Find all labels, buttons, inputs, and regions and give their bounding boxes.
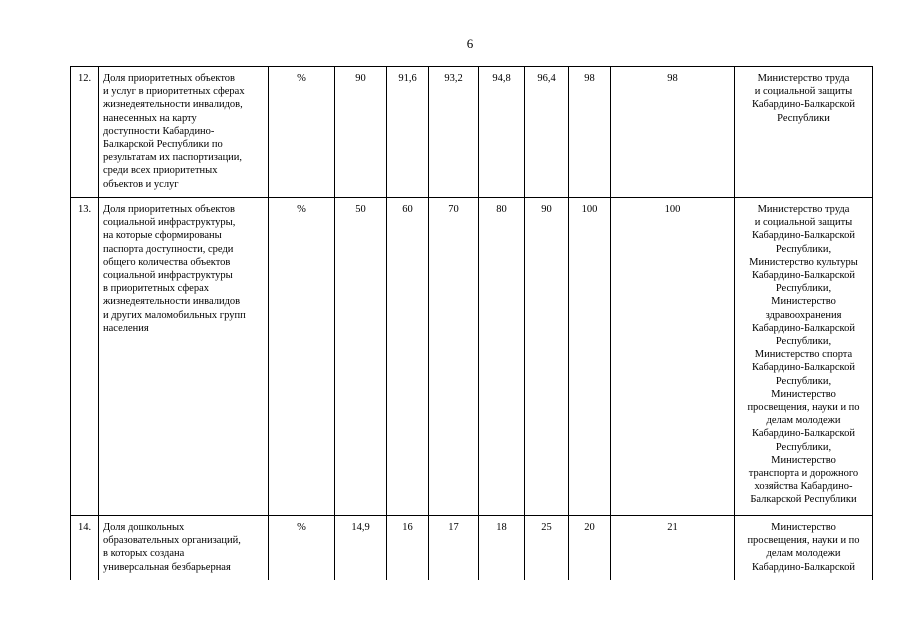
responsible-executor-line: Кабардино-Балкарской [752, 270, 855, 282]
responsible-executor-line: Министерство [771, 454, 836, 466]
indicator-name-line: жизнедеятельности инвалидов, [103, 99, 243, 111]
responsible-executor-line: и социальной защиты [754, 86, 853, 98]
responsible-executor-line: просвещения, науки и по [747, 535, 860, 547]
responsible-executor-line: Республики [777, 112, 830, 124]
responsible-executor-line: здравоохранения [765, 309, 842, 321]
indicator-name-line: Доля дошкольных [103, 522, 185, 533]
indicator-name-line: Балкарской Республики по [103, 139, 223, 151]
indicator-name-line: Доля приоритетных объектов [103, 204, 236, 215]
indicator-name-line: жизнедеятельности инвалидов [103, 296, 241, 308]
value-cell: 21 [611, 516, 735, 581]
indicator-name-line: социальной инфраструктуры [103, 270, 233, 282]
indicator-name [99, 67, 269, 198]
responsible-executor-line: Министерство [771, 296, 836, 308]
responsible-executor-line: делам молодежи [766, 548, 841, 560]
responsible-executor-line: Кабардино-Балкарской [752, 322, 855, 334]
value-cell: 17 [429, 516, 479, 581]
responsible-executor-line: Министерство труда [757, 73, 850, 84]
indicator-name-line: универсальная безбарьерная [103, 561, 231, 573]
responsible-executor-line: делам молодежи [766, 415, 841, 427]
responsible-executor-line: Министерство труда [757, 204, 850, 215]
responsible-executor-line: Республики, [775, 243, 832, 255]
table-body [71, 67, 873, 581]
indicator-name [99, 516, 269, 581]
indicator-name-line: общего количества объектов [103, 256, 231, 268]
indicator-name [99, 198, 269, 516]
value-cell: 50 [335, 198, 387, 516]
table-row [71, 516, 873, 581]
page-number: 6 [466, 36, 474, 51]
responsible-executor-line: Республики, [775, 283, 832, 295]
value-cell: 100 [611, 198, 735, 516]
responsible-executor-line: Балкарской Республики [750, 494, 857, 506]
indicator-name-line: среди всех приоритетных [103, 165, 218, 177]
table-row [71, 198, 873, 516]
table-row [71, 67, 873, 198]
value-cell: 94,8 [479, 67, 525, 198]
indicator-name-line: и услуг в приоритетных сферах [103, 86, 245, 98]
value-cell: 98 [569, 67, 611, 198]
responsible-executor-line: Кабардино-Балкарской [752, 230, 855, 242]
unit-cell: % [269, 67, 335, 198]
responsible-executor [735, 67, 873, 198]
responsible-executor-line: Министерство спорта [754, 349, 853, 361]
indicator-name-line: социальной инфраструктуры, [103, 217, 236, 229]
responsible-executor-line: Кабардино-Балкарской [752, 561, 855, 573]
value-cell: 25 [525, 516, 569, 581]
indicator-name-line: объектов и услуг [103, 178, 179, 190]
value-cell: 14,9 [335, 516, 387, 581]
unit-cell: % [269, 198, 335, 516]
indicator-name-line: образовательных организаций, [103, 535, 241, 547]
responsible-executor-line: Кабардино-Балкарской [752, 428, 855, 440]
indicator-name-line: на которые сформированы [103, 230, 222, 242]
indicator-name-line: нанесенных на карту [103, 112, 197, 124]
value-cell: 70 [429, 198, 479, 516]
responsible-executor [735, 516, 873, 581]
row-number: 13. [71, 198, 99, 516]
responsible-executor-line: Республики, [775, 336, 832, 348]
indicator-name-line: и других маломобильных групп [103, 309, 246, 321]
value-cell: 80 [479, 198, 525, 516]
responsible-executor-line: Министерство [771, 388, 836, 400]
value-cell: 96,4 [525, 67, 569, 198]
value-cell: 90 [525, 198, 569, 516]
unit-cell: % [269, 516, 335, 581]
value-cell: 93,2 [429, 67, 479, 198]
responsible-executor-line: Министерство [771, 522, 836, 533]
value-cell: 90 [335, 67, 387, 198]
value-cell: 20 [569, 516, 611, 581]
value-cell: 18 [479, 516, 525, 581]
indicator-name-line: Доля приоритетных объектов [103, 73, 236, 84]
responsible-executor-line: Республики, [775, 375, 832, 387]
responsible-executor-line: и социальной защиты [754, 217, 853, 229]
responsible-executor-line: просвещения, науки и по [747, 402, 860, 414]
indicator-name-line: паспорта доступности, среди [103, 243, 234, 255]
value-cell: 16 [387, 516, 429, 581]
value-cell: 60 [387, 198, 429, 516]
value-cell: 100 [569, 198, 611, 516]
responsible-executor-line: Министерство культуры [749, 256, 858, 268]
row-number: 14. [71, 516, 99, 581]
indicator-name-line: в которых создана [103, 548, 185, 560]
indicator-name-line: населения [103, 322, 149, 334]
responsible-executor-line: Кабардино-Балкарской [752, 362, 855, 374]
responsible-executor [735, 198, 873, 516]
responsible-executor-line: Кабардино-Балкарской [752, 99, 855, 111]
indicator-name-line: в приоритетных сферах [103, 283, 209, 295]
value-cell: 98 [611, 67, 735, 198]
responsible-executor-line: хозяйства Кабардино- [754, 481, 853, 493]
indicator-table [70, 66, 873, 580]
responsible-executor-line: транспорта и дорожного [748, 468, 859, 480]
row-number: 12. [71, 67, 99, 198]
indicator-name-line: доступности Кабардино- [103, 125, 215, 137]
indicator-name-line: результатам их паспортизации, [103, 152, 243, 164]
value-cell: 91,6 [387, 67, 429, 198]
responsible-executor-line: Республики, [775, 441, 832, 453]
